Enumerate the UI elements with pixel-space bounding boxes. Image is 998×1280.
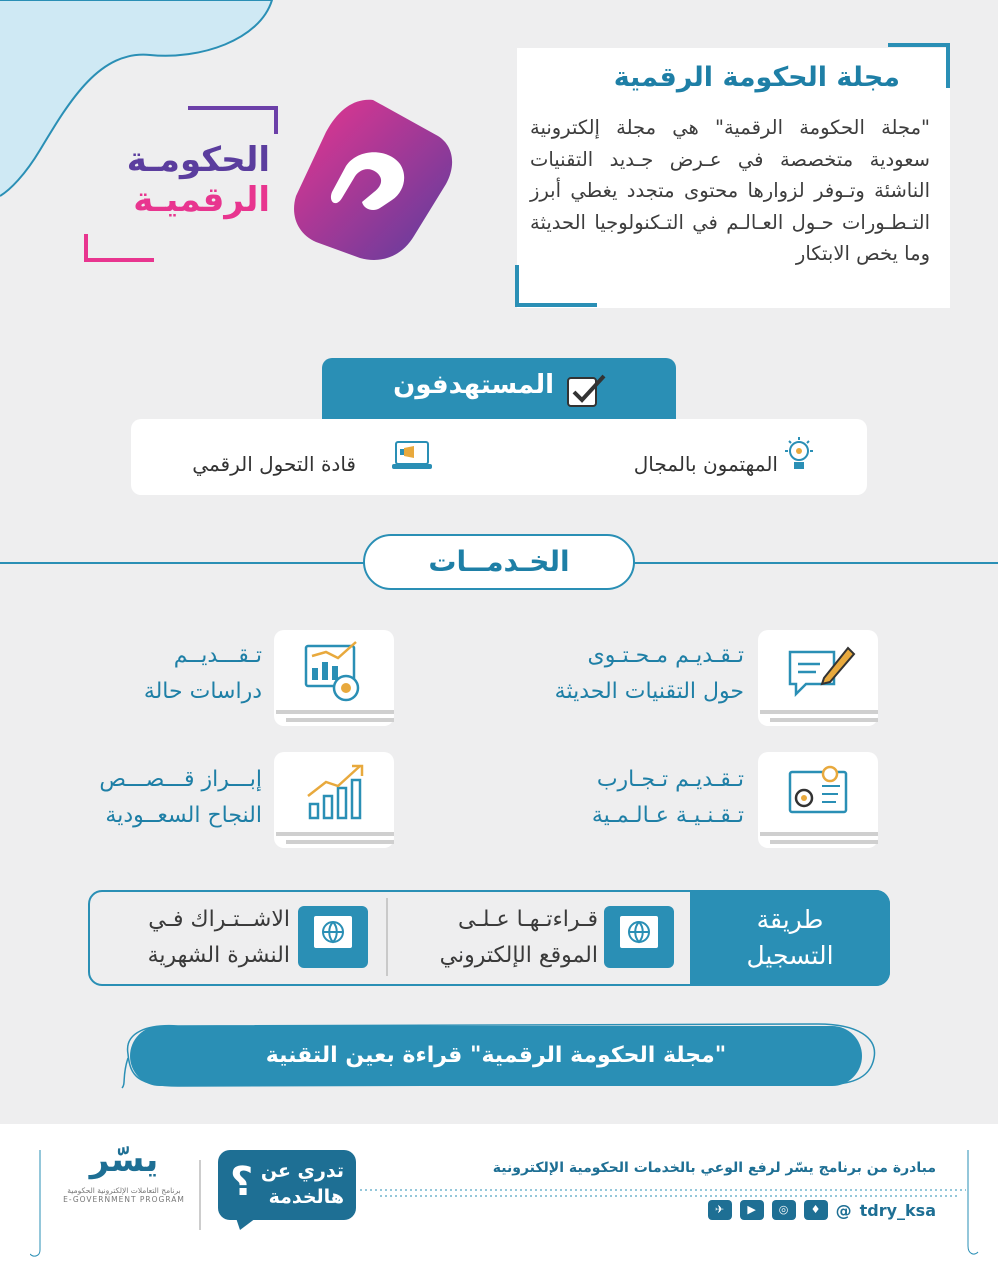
globe-icon: [618, 914, 660, 956]
services-heading: الخـدمــات: [363, 534, 635, 590]
checkbox-icon: [566, 372, 606, 408]
globe-icon: [312, 914, 354, 956]
card-underline: [276, 832, 394, 836]
lightbulb-gear-icon: [782, 436, 816, 474]
gear-screen-icon: [784, 762, 856, 828]
tdry-logo: [218, 1150, 356, 1220]
card-underline: [276, 710, 394, 714]
corner-accent-bottom: [515, 265, 597, 307]
tdry-logo-mark: ؟: [230, 1159, 254, 1205]
service-line1: تـقـديـم تـجـارب: [596, 767, 744, 792]
telegram-icon[interactable]: ✈: [708, 1200, 732, 1220]
megaphone-laptop-icon: [390, 436, 434, 474]
initiative-text: مبادرة من برنامج يسّر لرفع الوعي بالخدمات الحكومية الإلكترونية: [492, 1160, 936, 1176]
card-underline: [760, 710, 878, 714]
card-underline: [286, 840, 394, 844]
registration-divider: [386, 898, 388, 976]
youtube-icon[interactable]: ▶: [740, 1200, 764, 1220]
registration-option-line2: الموقع الإلكتروني: [439, 943, 598, 968]
service-line1: تـقـــديــم: [173, 643, 262, 668]
card-underline: [760, 832, 878, 836]
logo-frame-top: [188, 106, 278, 134]
service-line1: تـقـديـم مـحـتـوى: [587, 643, 744, 668]
newsletter-option-icon-card: [298, 906, 368, 968]
yusr-logo-name: يسّر: [89, 1140, 159, 1180]
edit-message-icon: [784, 640, 856, 706]
yusr-logo-subtitle-ar: برنامج التعاملات الإلكترونية الحكومية: [67, 1186, 181, 1195]
growth-chart-icon: [300, 760, 372, 828]
registration-label: [690, 890, 890, 986]
targets-heading-tab: [322, 358, 676, 420]
logo-text-line1: الحكومـة: [126, 140, 270, 180]
card-underline: [770, 840, 878, 844]
service-line2: حول التقنيات الحديثة: [554, 679, 744, 704]
slogan-banner: "مجلة الحكومة الرقمية" قراءة بعين التقنية: [130, 1026, 862, 1086]
targets-heading: المستهدفون: [393, 370, 554, 400]
magazine-title: مجلة الحكومة الرقمية: [613, 62, 900, 93]
website-option-icon-card: [604, 906, 674, 968]
yusr-logo-subtitle-en: E-GOVERNMENT PROGRAM: [63, 1195, 185, 1204]
tdry-logo-line1: تدري عن: [260, 1160, 344, 1182]
logo-text-line2: الرقميـة: [133, 180, 270, 220]
registration-option-line1: الاشــتـراك فـي: [148, 907, 290, 932]
registration-label-line2: التسجيل: [746, 941, 834, 970]
tdry-logo-line2: هالخدمة: [268, 1186, 344, 1208]
card-underline: [286, 718, 394, 722]
digital-government-logo-mark: [288, 96, 458, 266]
card-underline: [770, 718, 878, 722]
registration-option-line2: النشرة الشهرية: [147, 943, 290, 968]
registration-option-line1: قـراءتـهـا عـلـى: [457, 907, 598, 932]
service-line2: دراسات حالة: [143, 679, 262, 704]
target-item-label: المهتمون بالمجال: [633, 452, 778, 476]
service-line1: إبـــراز قـــصـــص: [99, 767, 262, 792]
social-handles: [708, 1200, 936, 1220]
yusr-logo: [60, 1140, 188, 1204]
instagram-icon[interactable]: ◎: [772, 1200, 796, 1220]
tdry-logo-tail: [236, 1218, 256, 1230]
social-handle[interactable]: tdry_ksa: [859, 1200, 936, 1220]
service-line2: تـقـنـيـة عـالـمـية: [591, 803, 744, 828]
service-line2: النجاح السعــودية: [105, 803, 262, 828]
twitter-icon[interactable]: ♦: [804, 1200, 828, 1220]
analytics-report-icon: [300, 638, 372, 706]
registration-label-line1: طريقة: [756, 905, 824, 934]
handle-at: @: [835, 1200, 852, 1220]
magazine-description: "مجلة الحكومة الرقمية" هي مجلة إلكترونية سعودية متخصصة في عـرض جـديد التقنيات الناشئة وتـوفر لزوارها محتوى متجدد يغطي أبرز التـطـورات حـول العـالـم في التـكنولوجيا الحديثة وما يخص الابتكار: [530, 116, 930, 265]
target-item-label: قادة التحول الرقمي: [192, 452, 356, 476]
logo-frame-bottom: [84, 234, 154, 262]
